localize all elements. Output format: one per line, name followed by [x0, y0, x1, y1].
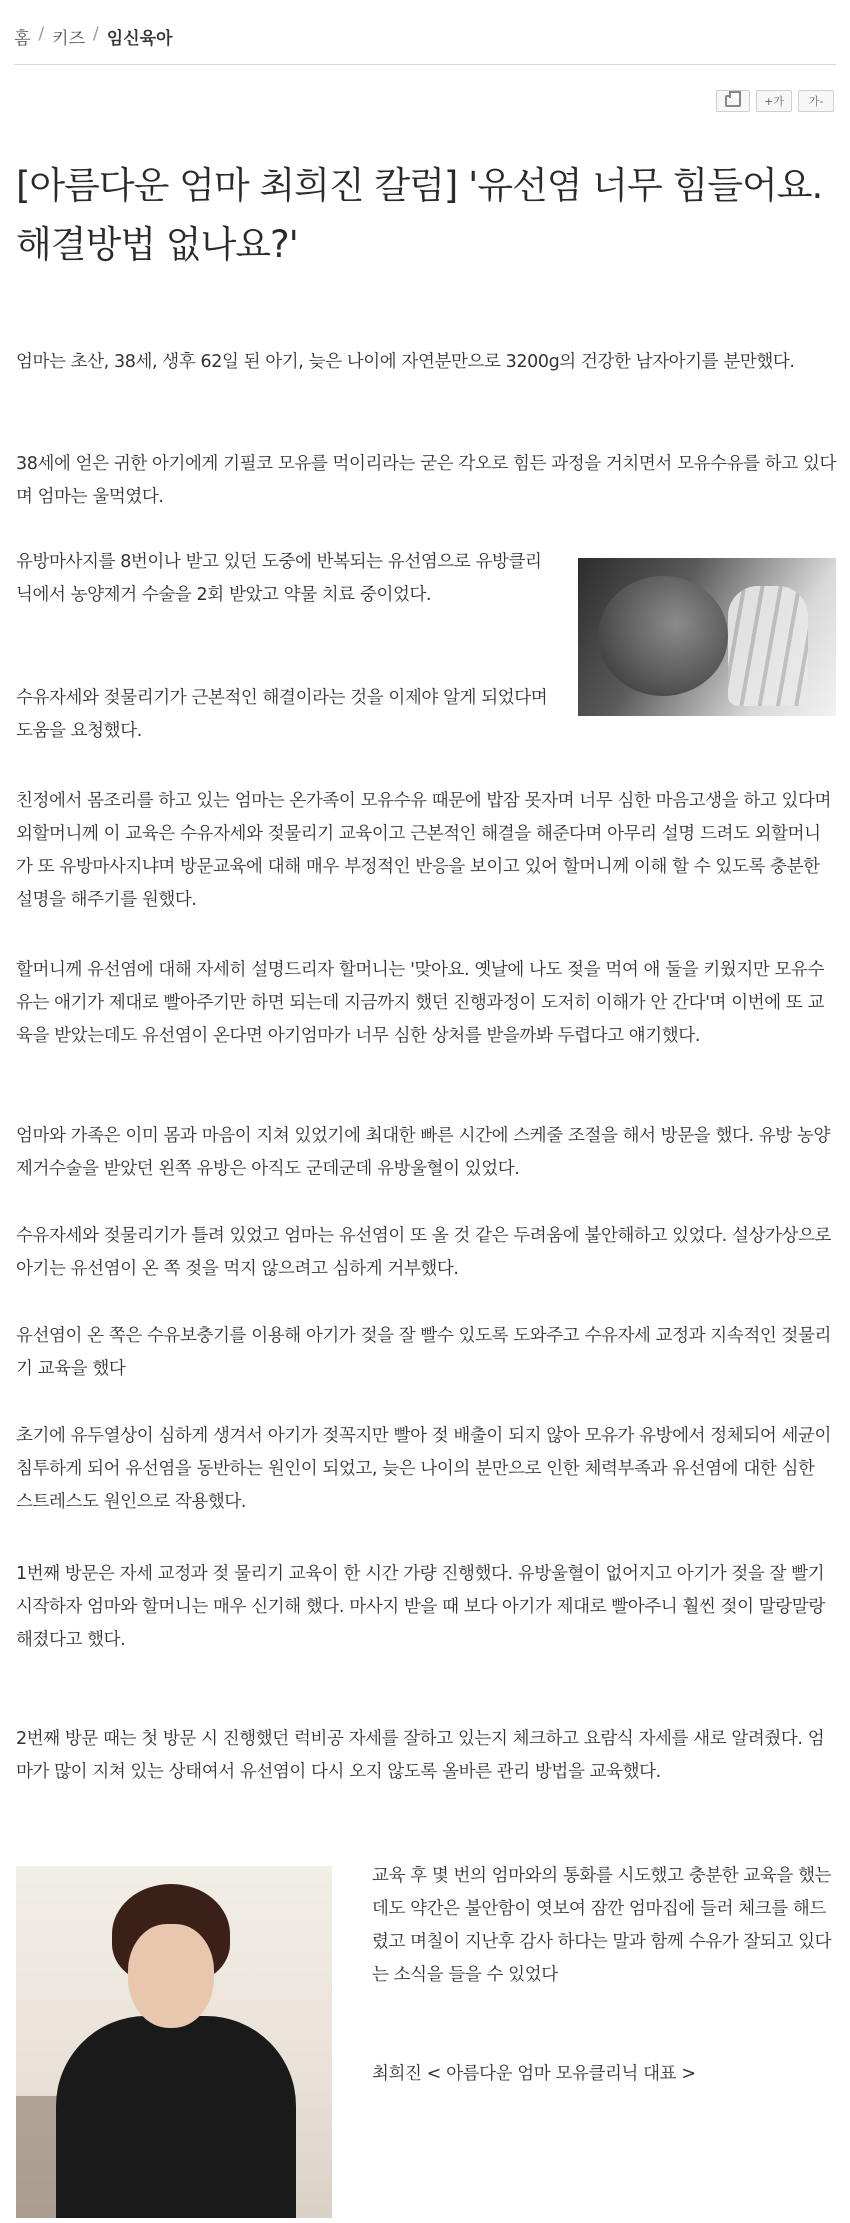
article-paragraph: 엄마와 가족은 이미 몸과 마음이 지쳐 있었기에 최대한 빠른 시간에 스케줄 조절을 해서 방문을 했다. 유방 농양 제거수술을 받았던 왼쪽 유방은 아직도 군데군데 유방울혈이 있었다. — [16, 1126, 830, 1179]
article-paragraph: 할머니께 유선염에 대해 자세히 설명드리자 할머니는 '맞아요. 옛날에 나도 젖을 먹여 애 둘을 키웠지만 모유수유는 애기가 제대로 빨아주기만 하면 되는데 지금까지 했던 진행과정이 도저히 이해가 안 간다'며 이번에 또 교육을 받았는데도 유선염이 온다면 아기엄마가 너무 심한 상처를 받을까봐 두렵다고 얘기했다. — [16, 960, 825, 1046]
header-divider — [14, 64, 836, 65]
breadcrumb-separator: / — [93, 24, 99, 44]
article-title: [아름다운 엄마 최희진 칼럼] '유선염 너무 힘들어요. 해결방법 없나요?' — [16, 164, 823, 266]
author-byline: 최희진 < 아름다운 엄마 모유클리닉 대표 > — [372, 2064, 696, 2084]
article-toolbar — [716, 90, 834, 112]
breadcrumb — [14, 24, 172, 52]
author-photo — [16, 1866, 332, 2218]
article-paragraph: 교육 후 몇 번의 엄마와의 통화를 시도했고 충분한 교육을 했는데도 약간은 불안함이 엿보여 잠깐 엄마집에 들러 체크를 해드렸고 며칠이 지난후 감사 하다는 말과 함께 수유가 잘되고 있다는 소식을 들을 수 있었다 — [372, 1866, 832, 1985]
breadcrumb-kids-link[interactable]: 키즈 — [52, 29, 86, 49]
breadcrumb-separator: / — [38, 24, 45, 44]
breadcrumb-home-link[interactable]: 홈 — [14, 29, 31, 49]
article-paragraph: 초기에 유두열상이 심하게 생겨서 아기가 젖꼭지만 빨아 젖 배출이 되지 않아 모유가 유방에서 정체되어 세균이 침투하게 되어 유선염을 동반하는 원인이 되었고, 늦은 나이의 분만으로 인한 체력부족과 유선염에 대한 심한 스트레스도 원인으로 작용했다. — [16, 1426, 832, 1512]
font-increase-button[interactable]: +가 — [756, 90, 792, 112]
printer-icon — [725, 95, 741, 107]
article-paragraph: 친정에서 몸조리를 하고 있는 엄마는 온가족이 모유수유 때문에 밥잠 못자며 너무 심한 마음고생을 하고 있다며 외할머니께 이 교육은 수유자세와 젖물리기 교육이고 근본적인 해결을 해준다며 아무리 설명 드려도 외할머니가 또 유방마사지냐며 방문교육에 대해 매우 부정적인 반응을 보이고 있어 할머니께 이해 할 수 있도록 충분한 설명을 해주기를 원했다. — [16, 791, 832, 910]
article-paragraph: 수유자세와 젖물리기가 틀려 있었고 엄마는 유선염이 또 올 것 같은 두려움에 불안해하고 있었다. 설상가상으로 아기는 유선염이 온 쪽 젖을 먹지 않으려고 심하게 거부했다. — [16, 1226, 832, 1279]
article-paragraph: 수유자세와 젖물리기가 근본적인 해결이라는 것을 이제야 알게 되었다며 도움을 요청했다. — [16, 688, 548, 741]
article-paragraph: 유방마사지를 8번이나 받고 있던 도중에 반복되는 유선염으로 유방클리닉에서 농양제거 수술을 2회 받았고 약물 치료 중이었다. — [16, 552, 542, 605]
article-paragraph: 엄마는 초산, 38세, 생후 62일 된 아기, 늦은 나이에 자연분만으로 3200g의 건강한 남자아기를 분만했다. — [16, 352, 795, 372]
article-paragraph: 38세에 얻은 귀한 아기에게 기필코 모유를 먹이리라는 굳은 각오로 힘든 과정을 거치면서 모유수유를 하고 있다며 엄마는 울먹였다. — [16, 454, 836, 507]
breadcrumb-current[interactable]: 임신육아 — [106, 29, 173, 49]
article-paragraph: 2번째 방문 때는 첫 방문 시 진행했던 럭비공 자세를 잘하고 있는지 체크하고 요람식 자세를 새로 알려줬다. 엄마가 많이 지쳐 있는 상태여서 유선염이 다시 오지 않도록 올바른 관리 방법을 교육했다. — [16, 1729, 825, 1782]
baby-photo — [578, 558, 836, 716]
article-paragraph: 유선염이 온 쪽은 수유보충기를 이용해 아기가 젖을 잘 빨수 있도록 도와주고 수유자세 교정과 지속적인 젖물리기 교육을 했다 — [16, 1326, 832, 1379]
print-button[interactable] — [716, 90, 750, 112]
font-decrease-button[interactable]: 가- — [798, 90, 834, 112]
article-paragraph: 1번째 방문은 자세 교정과 젖 물리기 교육이 한 시간 가량 진행했다. 유방울혈이 없어지고 아기가 젖을 잘 빨기 시작하자 엄마와 할머니는 매우 신기해 했다. 마사지 받을 때 보다 아기가 제대로 빨아주니 훨씬 젖이 말랑말랑 해졌다고 했다. — [16, 1564, 825, 1650]
